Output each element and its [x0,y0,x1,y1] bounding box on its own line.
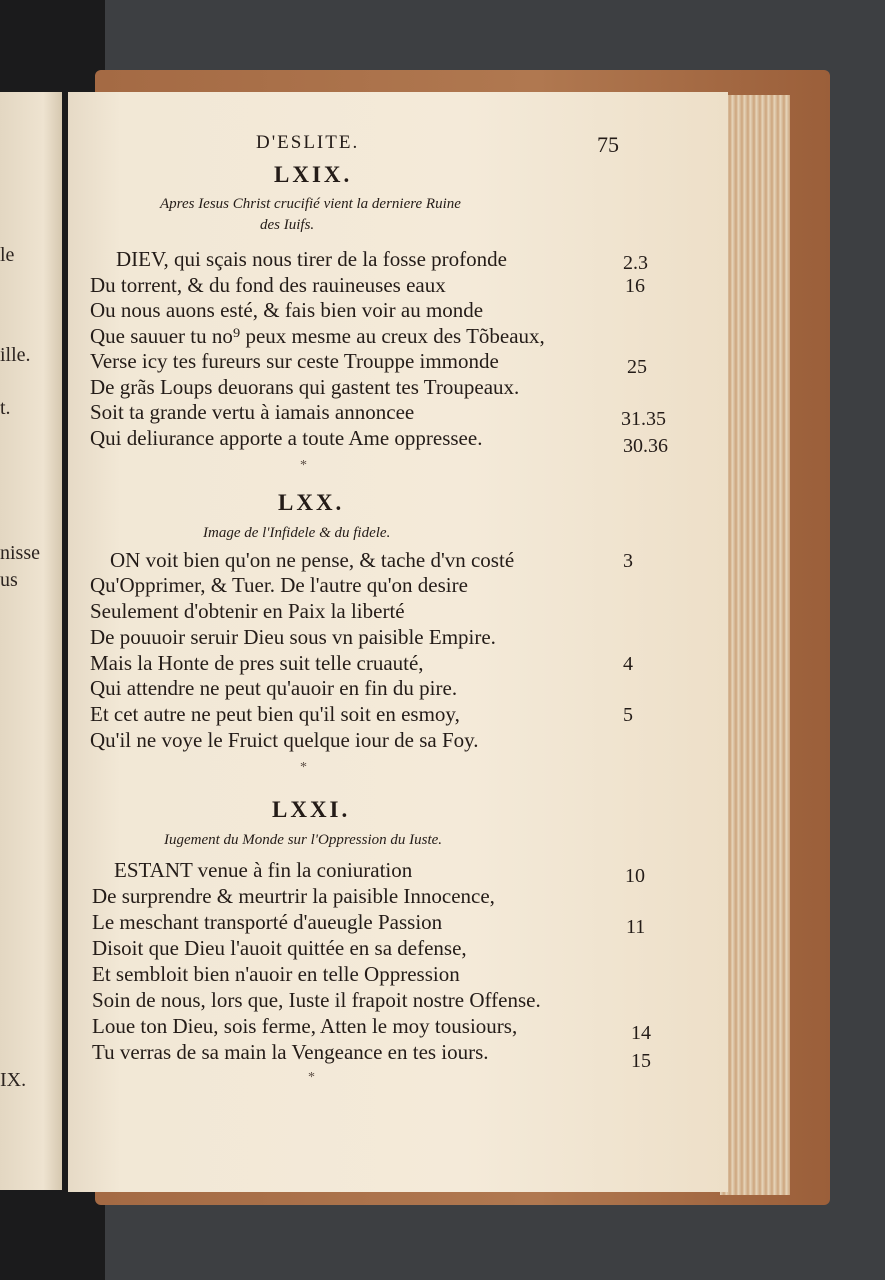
verse-line: Mais la Honte de pres suit telle cruauté, [90,651,424,675]
verse-line: Qui deliurance apporte a toute Ame oppressee. [90,426,483,450]
verse-line: Soit ta grande vertu à iamais annoncee [90,400,415,424]
section-caption: des Iuifs. [260,217,315,233]
section-numeral: LXX. [278,490,345,515]
left-fragment: le [0,244,15,266]
margin-reference: 2.3 [623,252,648,274]
verse-line: Et sembloit bien n'auoir en telle Oppression [92,962,460,986]
margin-reference: 3 [623,550,633,572]
verse-line: Soin de nous, lors que, Iuste il frapoit nostre Offense. [92,988,541,1012]
left-fragment: t. [0,397,11,419]
section-numeral: LXXI. [272,797,351,822]
verse-line: Loue ton Dieu, sois ferme, Atten le moy tousiours, [92,1014,518,1038]
section-caption: Image de l'Infidele & du fidele. [203,525,391,541]
margin-reference: 16 [625,275,645,297]
book-page [68,92,728,1192]
verse-line: Du torrent, & du fond des rauineuses eaux [90,273,446,297]
verse-line: Ou nous auons esté, & fais bien voir au monde [90,298,484,322]
verse-line: Tu verras de sa main la Vengeance en tes iours. [92,1040,489,1064]
left-fragment: us [0,569,18,591]
verse-line: DIEV, qui sçais nous tirer de la fosse profonde [116,247,507,271]
verse-line: Qui attendre ne peut qu'auoir en fin du pire. [90,676,458,700]
verse-line: Le meschant transporté d'aueugle Passion [92,910,443,934]
verse-line: Qu'il ne voye le Fruict quelque iour de sa Foy. [90,728,479,752]
verse-line: Qu'Opprimer, & Tuer. De l'autre qu'on desire [90,573,468,597]
verse-line: De pouuoir seruir Dieu sous vn paisible Empire. [90,625,496,649]
left-page-edge [0,92,62,1190]
verse-line: Et cet autre ne peut bien qu'il soit en esmoy, [90,702,460,726]
left-fragment: nisse [0,542,40,564]
page-number: 75 [597,132,619,157]
section-caption: Apres Iesus Christ crucifié vient la derniere Ruine [160,196,461,212]
margin-reference: 31.35 [621,408,666,430]
verse-line: ON voit bien qu'on ne pense, & tache d'vn costé [110,548,515,572]
left-fragment: ille. [0,344,31,366]
section-caption: Iugement du Monde sur l'Oppression du Iuste. [164,832,443,848]
margin-reference: 25 [627,356,647,378]
ornament: * [308,1070,315,1085]
margin-reference: 11 [626,916,646,938]
section-numeral: LXIX. [274,162,353,187]
page-block-edges [720,95,790,1195]
left-fragment: IX. [0,1069,27,1091]
verse-line: Seulement d'obtenir en Paix la liberté [90,599,405,623]
verse-line: Que sauuer tu no⁹ peux mesme au creux des Tõbeaux, [90,324,545,348]
margin-reference: 15 [631,1050,651,1072]
verse-line: Disoit que Dieu l'auoit quittée en sa defense, [92,936,467,960]
margin-reference: 4 [623,653,633,675]
ornament: * [300,760,307,775]
verse-line: ESTANT venue à fin la coniuration [114,858,413,882]
verse-line: De surprendre & meurtrir la paisible Innocence, [92,884,495,908]
margin-reference: 30.36 [623,435,668,457]
margin-reference: 14 [631,1022,651,1044]
running-head: D'ESLITE. [256,132,360,153]
verse-line: De grãs Loups deuorans qui gastent tes Troupeaux. [90,375,520,399]
margin-reference: 5 [623,704,633,726]
ornament: * [300,458,307,473]
margin-reference: 10 [625,865,645,887]
verse-line: Verse icy tes fureurs sur ceste Trouppe immonde [90,349,499,373]
